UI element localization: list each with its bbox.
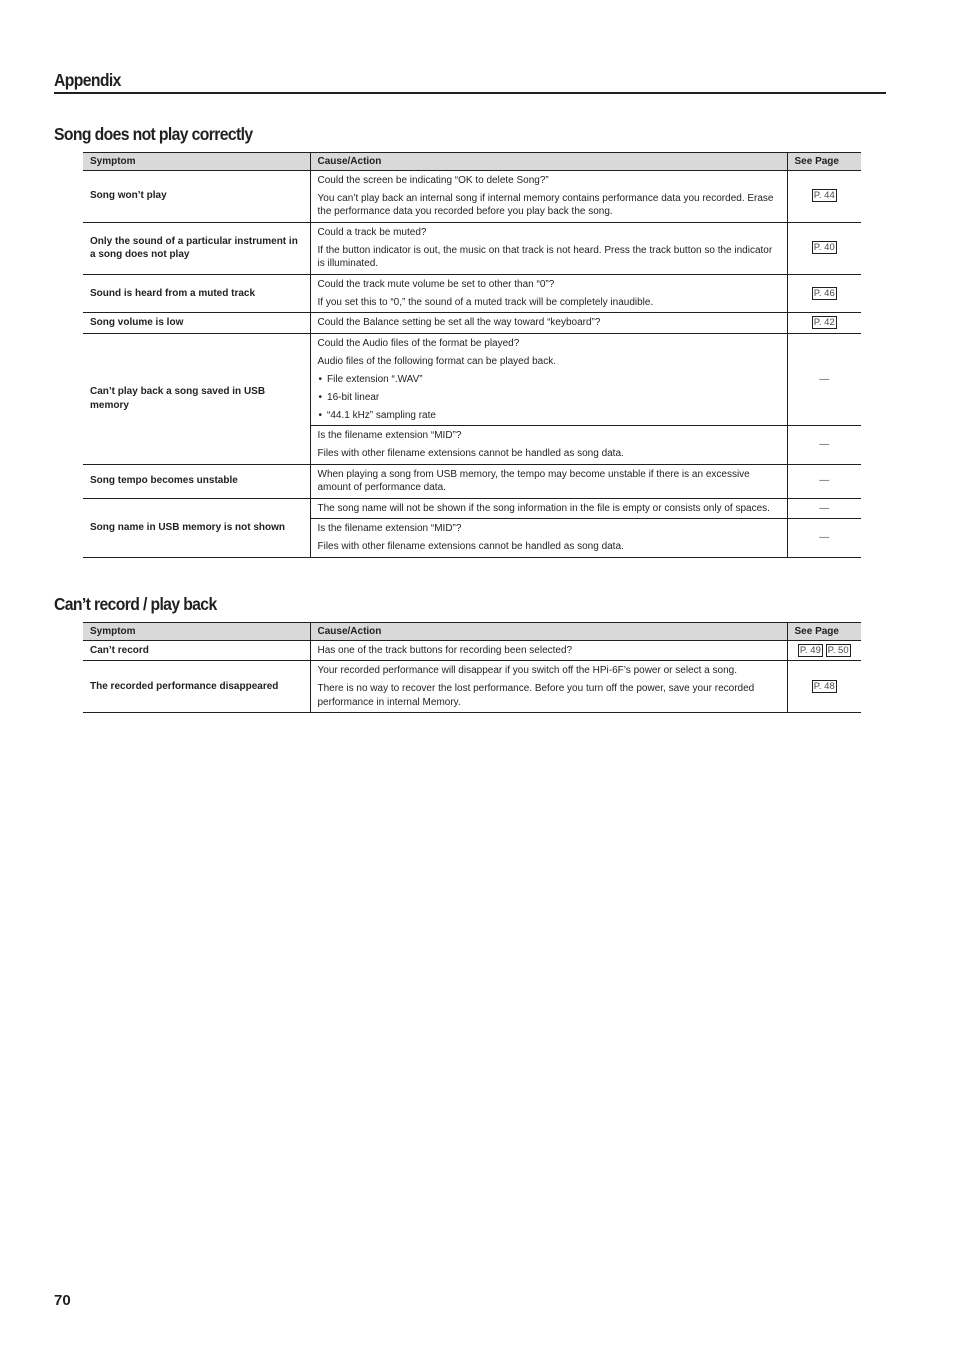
cause-text: When playing a song from USB memory, the tempo may become unstable if there is an excessive amount of performance data. [317,468,750,493]
column-header-cause-action: Cause/Action [310,623,787,641]
symptom-cell: Song volume is low [83,313,310,334]
cause-text: There is no way to recover the lost performance. Before you turn off the power, save your recorded performance in internal Memory. [317,683,755,708]
see-page-cell [787,519,861,558]
table-row [83,464,861,498]
cause-text: Is the filename extension “MID”? [317,430,462,441]
troubleshooting-table-song-playback [83,152,861,558]
symptom-cell: Song won’t play [83,170,310,222]
cause-action-cell [310,333,787,426]
cause-action-cell [310,661,787,713]
cause-action-cell [310,464,787,498]
column-header-symptom: Symptom [83,623,310,641]
symptom-cell: Can’t play back a song saved in USB memory [83,333,310,464]
see-page-cell [787,222,861,274]
see-page-cell [787,640,861,661]
cause-action-cell [310,222,787,274]
table-row [83,333,861,426]
table-header-row [83,623,861,641]
see-page-cell [787,426,861,465]
page-reference-link[interactable]: P. 44 [813,190,835,202]
column-header-cause-action: Cause/Action [310,153,787,171]
no-page-dash: — [819,373,830,385]
cause-text: Has one of the track buttons for recording been selected? [317,644,573,656]
table-row [83,222,861,274]
troubleshooting-table-record-playback [83,622,861,713]
appendix-header [54,66,886,94]
cause-action-cell [310,498,787,519]
page-reference-link[interactable]: P. 50 [827,644,849,656]
see-page-cell [787,333,861,426]
symptom-cell: Song tempo becomes unstable [83,464,310,498]
symptom-cell: The recorded performance disappeared [83,661,310,713]
cause-text: Files with other filename extensions cannot be handled as song data. [317,448,624,459]
page-reference-link[interactable]: P. 42 [813,317,835,328]
cause-text: Could the screen be indicating “OK to delete Song?” [317,174,549,186]
table-row [83,274,861,313]
page-reference-link[interactable]: P. 49 [799,644,821,656]
symptom-cell: Song name in USB memory is not shown [83,498,310,557]
column-header-see-page: See Page [787,153,861,171]
section-title-song-playback: Song does not play correctly [54,124,253,144]
no-page-dash: — [819,532,830,543]
see-page-cell [787,464,861,498]
cause-text: Files with other filename extensions cannot be handled as song data. [317,541,624,552]
cause-text: If the button indicator is out, the music on that track is not heard. Press the track button so the indicator is illuminated. [317,244,773,269]
cause-text: If you set this to “0,” the sound of a muted track will be completely inaudible. [317,296,654,308]
table-body [83,640,861,713]
symptom-cell: Only the sound of a particular instrument in a song does not play [83,222,310,274]
page-reference-link[interactable]: P. 48 [813,680,835,692]
symptom-cell: Can’t record [83,640,310,661]
cause-action-cell [310,170,787,222]
see-page-cell [787,313,861,334]
cause-action-cell [310,640,787,661]
page-reference-link[interactable]: P. 46 [813,287,835,299]
cause-text: Could the track mute volume be set to other than “0”? [317,278,555,290]
page-number: 70 [54,1292,71,1309]
cause-text: The song name will not be shown if the song information in the file is empty or consists only of spaces. [317,502,770,514]
page-reference-link[interactable]: P. 40 [813,242,835,254]
column-header-see-page: See Page [787,623,861,641]
symptom-cell: Sound is heard from a muted track [83,274,310,313]
cause-action-cell [310,426,787,465]
table-row [83,661,861,713]
see-page-cell [787,498,861,519]
cause-text: You can’t play back an internal song if internal memory contains performance data you recorded. Erase the performance data you recorded before you play back the song. [317,192,774,217]
no-page-dash: — [819,502,830,514]
cause-text: Is the filename extension “MID”? [317,523,462,534]
column-header-symptom: Symptom [83,153,310,171]
table-row [83,640,861,661]
cause-action-cell [310,519,787,558]
see-page-cell [787,274,861,313]
table-body [83,170,861,557]
no-page-dash: — [819,439,830,450]
appendix-title: Appendix [54,70,121,90]
cause-text: Could the Balance setting be set all the way toward “keyboard”? [317,317,601,328]
section-title-record-playback: Can’t record / play back [54,594,217,614]
cause-text: Could a track be muted? [317,226,427,238]
bullet-item: • 16-bit linear [318,391,781,405]
cause-action-cell [310,274,787,313]
no-page-dash: — [819,475,830,487]
table-row [83,498,861,519]
table-header-row [83,153,861,171]
bullet-item: • File extension “.WAV” [318,373,781,387]
see-page-cell [787,661,861,713]
cause-action-cell [310,313,787,334]
cause-text: Audio files of the following format can be played back. [317,355,556,367]
bullet-item: • “44.1 kHz” sampling rate [318,409,781,423]
table-row [83,170,861,222]
cause-text: Your recorded performance will disappear if you switch off the HPi-6F’s power or select a song. [317,665,737,676]
cause-text: Could the Audio files of the format be played? [317,337,520,349]
see-page-cell [787,170,861,222]
table-row [83,313,861,334]
